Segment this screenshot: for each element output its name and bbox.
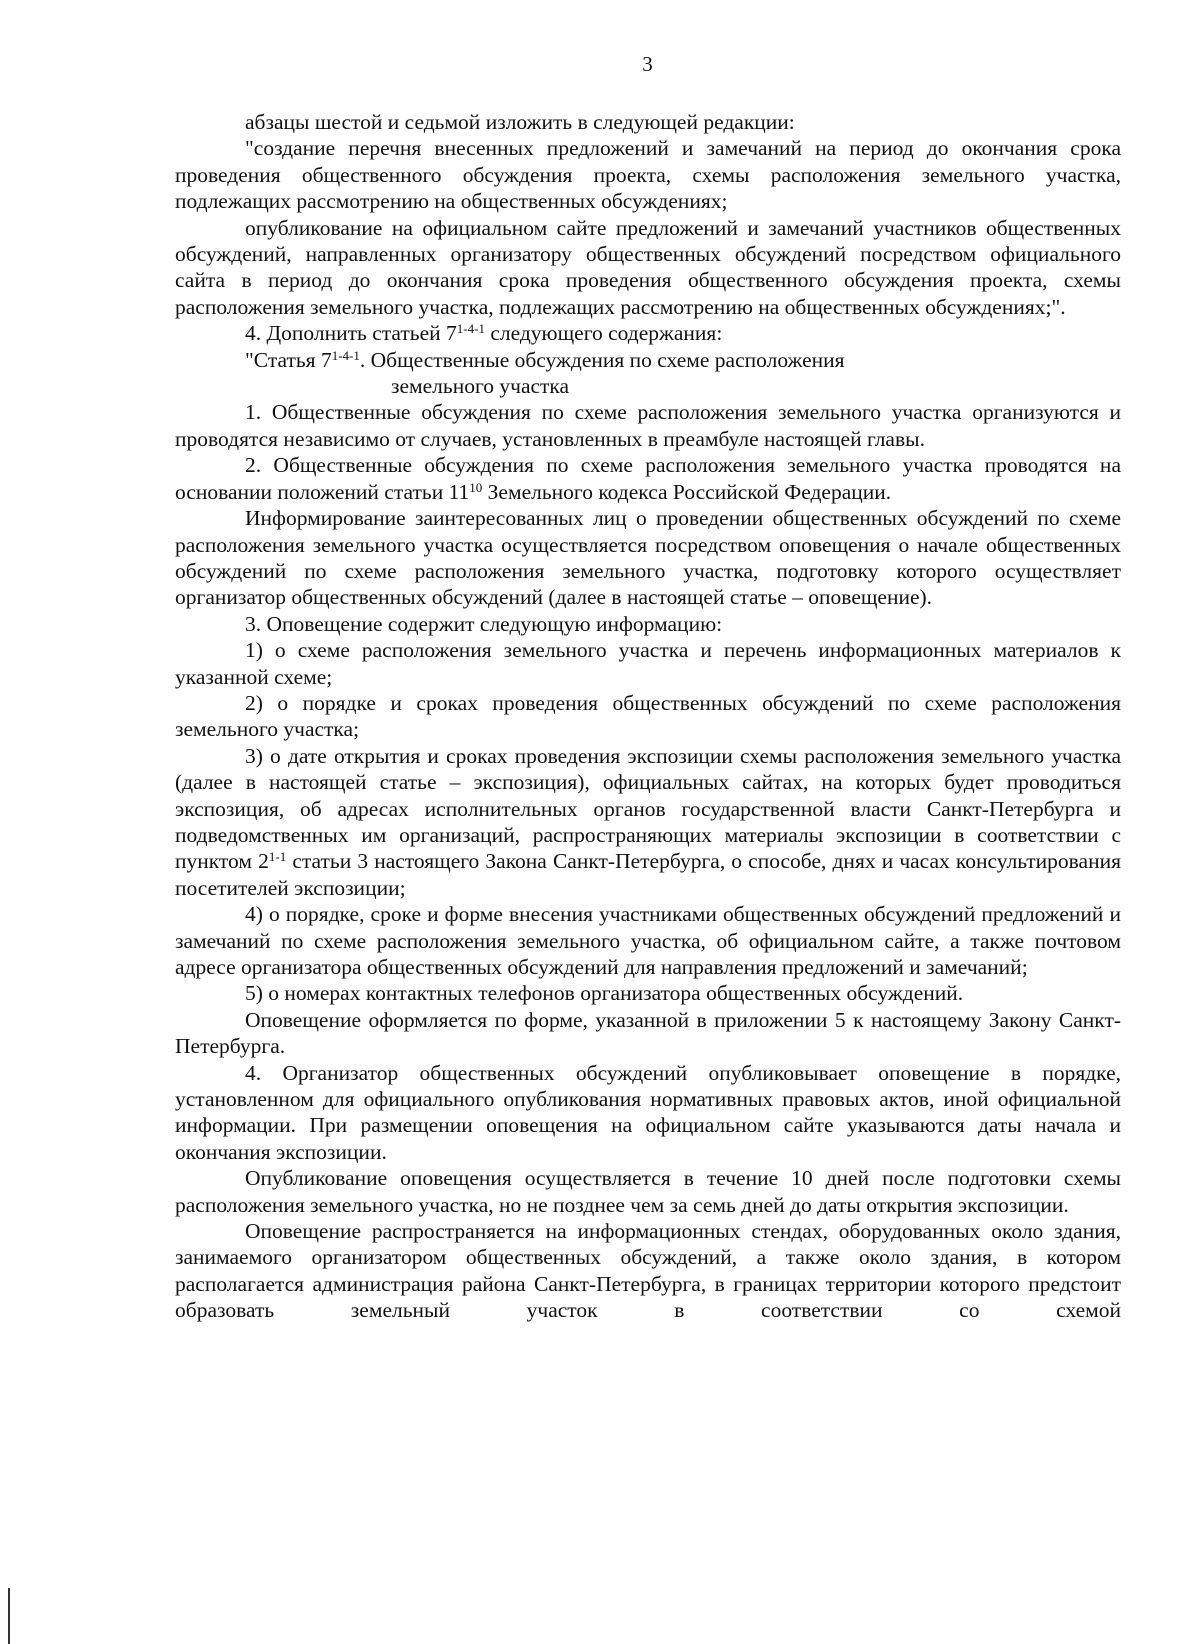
scan-edge-mark [8,1588,10,1644]
paragraph-subitem-3 [175,743,1121,901]
page-number: 3 [642,52,653,76]
paragraph-quote-second: опубликование на официальном сайте предложений и замечаний участников общественных обсуждений, направленных организатору общественных обсуждений посредством официального сайта в период до окончания срока проведения общественного обсуждения проекта, схемы расположения земельного участка, подлежащих рассмотрению на общественных обсуждениях;". [175,215,1121,319]
paragraph-quote-first: "создание перечня внесенных предложений и замечаний на период до окончания срока проведения общественного обсуждения проекта, схемы расположения земельного участка, подлежащих рассмотрению на общественных обсуждениях; [175,136,1121,214]
paragraph-subitem-4: 4) о порядке, сроке и форме внесения участниками общественных обсуждений предложений и замечаний по схеме расположения земельного участка, об официальном сайте, а также почтовом адресе организатора общественных обсуждений для направления предложений и замечаний; [175,902,1121,979]
article-superscript: 1-4-1 [456,321,485,337]
paragraph-subitem-2: 2) о порядке и сроках проведения общественных обсуждений по схеме расположения земельного участка; [175,690,1121,742]
paragraph-form: Оповещение оформляется по форме, указанной в приложении 5 к настоящему Закону Санкт-Петербурга. [175,1007,1121,1059]
paragraph-distribution: Оповещение распространяется на информационных стендах, оборудованных около здания, занимаемого организатором общественных обсуждений, а также около здания, в котором располагается администрация района Санкт-Петербурга, в границах территории которого предстоит образовать земельный участок в соответствии со схемой [175,1219,1121,1323]
paragraph-intro: абзацы шестой и седьмой изложить в следующей редакции: [245,110,795,134]
article-heading-text: "Статья 7 [245,347,332,372]
paragraph-informing: Информирование заинтересованных лиц о проведении общественных обсуждений по схеме расположения земельного участка осуществляется посредством оповещения о начале общественных обсуждений по схеме расположения земельного участка, подготовку которого осуществляет организатор общественных обсуждений (далее в настоящей статье – оповещение). [175,506,1121,610]
article-heading-superscript: 1-4-1 [331,347,360,363]
paragraph-subitem-1: 1) о схеме расположения земельного участка и перечень информационных материалов к указанной схеме; [175,638,1121,689]
subitem-3-text-end: статьи 3 настоящего Закона Санкт-Петербурга, о способе, днях и часах консультирования посетителей экспозиции; [175,849,1121,900]
article-heading-title: . Общественные обсуждения по схеме расположения [359,347,845,372]
clause-2-text: 2. Общественные обсуждения по схеме расположения земельного участка проводятся на основании положений статьи 11 [175,453,1121,504]
paragraph-publication-term: Опубликование оповещения осуществляется в течение 10 дней после подготовки схемы расположения земельного участка, но не позднее чем за семь дней до даты открытия экспозиции. [175,1166,1121,1217]
paragraph-item-4-amendment [175,320,1121,346]
subitem-3-text: 3) о дате открытия и сроках проведения экспозиции схемы расположения земельного участка (далее в настоящей статье – экспозиция), официальных сайтах, на которых будет проводиться экспозиция, об адресах исполнительных органов государственной власти Санкт-Петербурга и подведомственных им организаций, распространяющих материалы экспозиции в соответствии с пунктом 2 [175,743,1121,874]
amendment-text-end: следующего содержания: [484,321,723,346]
paragraph-clause-1: 1. Общественные обсуждения по схеме расположения земельного участка организуются и проводятся независимо от случаев, установленных в преамбуле настоящей главы. [175,400,1121,451]
clause-2-text-end: Земельного кодекса Российской Федерации. [482,479,892,504]
subitem-3-superscript: 1-1 [268,849,287,865]
paragraph-clause-3: 3. Оповещение содержит следующую информацию: [245,611,723,636]
article-heading [175,347,1121,373]
amendment-text: 4. Дополнить статьей 7 [245,321,457,346]
paragraph-clause-4: 4. Организатор общественных обсуждений опубликовывает оповещение в порядке, установленном для официального опубликования нормативных правовых актов, иной официальной информации. При размещении оповещения на официальном сайте указываются даты начала и окончания экспозиции. [175,1060,1121,1164]
article-heading-continuation: земельного участка [391,374,570,399]
clause-2-superscript: 10 [469,479,483,495]
document-body [175,109,1121,1324]
paragraph-subitem-5: 5) о номерах контактных телефонов организатора общественных обсуждений. [245,981,964,1006]
paragraph-clause-2 [175,452,1121,505]
